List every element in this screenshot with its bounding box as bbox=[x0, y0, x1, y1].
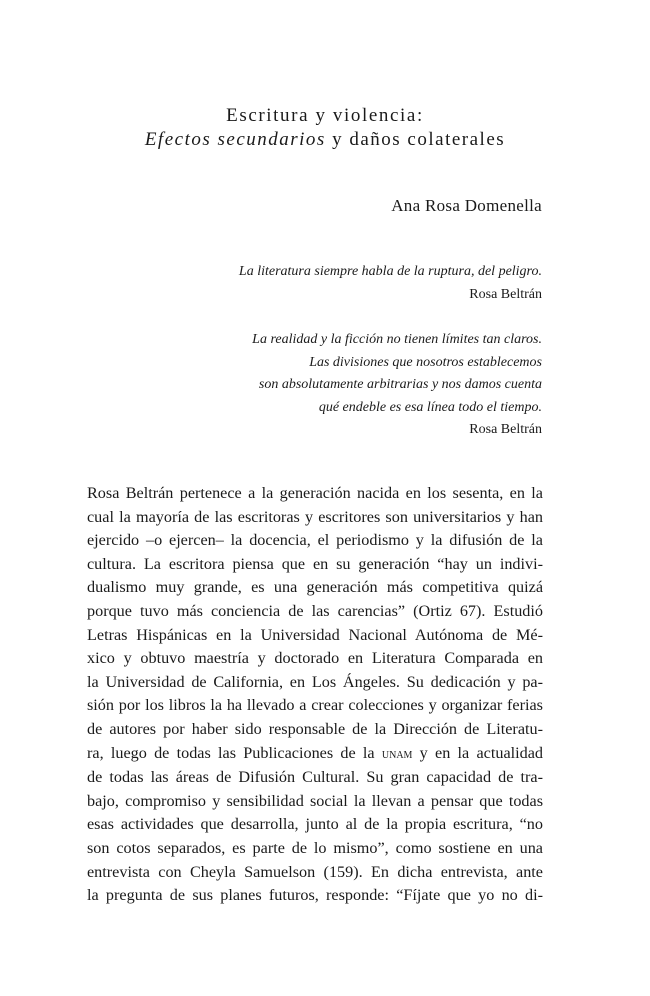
title-rest-part: y daños colaterales bbox=[325, 129, 506, 150]
body-line: ejercido –o ejercen– la docencia, el periodismo y la difusión de la bbox=[87, 531, 543, 550]
body-line: dualismo muy grande, es una generación más competitiva quizá bbox=[87, 578, 543, 597]
body-line-start: ra, luego de todas las Publicaciones de la bbox=[87, 743, 382, 762]
epigraph-source: Rosa Beltrán bbox=[469, 286, 542, 302]
author-name: Ana Rosa Domenella bbox=[391, 196, 542, 215]
body-line: la pregunta de sus planes futuros, responde: “Fíjate que yo no di- bbox=[87, 886, 543, 905]
epigraph-source: Rosa Beltrán bbox=[469, 422, 542, 438]
body-line: Letras Hispánicas en la Universidad Nacional Autónoma de Mé- bbox=[87, 625, 543, 644]
chapter-title bbox=[0, 104, 650, 152]
body-line: la Universidad de California, en Los Ángeles. Su dedicación y pa- bbox=[87, 672, 543, 691]
epigraph-line: La literatura siempre habla de la ruptura, del peligro. bbox=[238, 264, 542, 279]
body-line: porque tuvo más conciencia de las carencias” (Ortiz 67). Estudió bbox=[87, 601, 543, 620]
title-line-1: Escritura y violencia: bbox=[226, 105, 424, 126]
epigraph-2 bbox=[252, 329, 542, 442]
body-line-end: y en la actualidad bbox=[412, 743, 543, 762]
body-line: esas actividades que desarrolla, junto al de la propia escritura, “no bbox=[87, 815, 543, 834]
body-line-with-acronym bbox=[87, 742, 543, 767]
body-line: sión por los libros la ha llevado a crear colecciones y organizar ferias bbox=[87, 696, 543, 715]
epigraph-line: La realidad y la ficción no tienen límites tan claros. bbox=[252, 332, 542, 347]
epigraph-line: Las divisiones que nosotros establecemos bbox=[309, 354, 542, 370]
epigraph-line: son absolutamente arbitrarias y nos damos cuenta bbox=[258, 377, 542, 393]
body-line: bajo, compromiso y sensibilidad social la llevan a pensar que todas bbox=[87, 791, 543, 810]
body-paragraph bbox=[87, 482, 543, 908]
title-line-2 bbox=[0, 128, 650, 152]
epigraph-line: qué endeble es esa línea todo el tiempo. bbox=[318, 399, 542, 415]
body-line: cual la mayoría de las escritoras y escritores son universitarios y han bbox=[87, 507, 543, 526]
body-line: son cotos separados, es parte de lo mismo”, como sostiene en una bbox=[87, 838, 543, 857]
body-line: de autores por haber sido responsable de la Dirección de Literatu- bbox=[87, 719, 543, 738]
body-line: cultura. La escritora piensa que en su generación “hay un indivi- bbox=[87, 554, 543, 573]
body-line: de todas las áreas de Difusión Cultural. Su gran capacidad de tra- bbox=[87, 768, 543, 787]
epigraph-1 bbox=[239, 261, 542, 306]
body-line: entrevista con Cheyla Samuelson (159). En dicha entrevista, ante bbox=[87, 862, 543, 881]
body-line: Rosa Beltrán pertenece a la generación nacida en los sesenta, en la bbox=[87, 484, 543, 502]
title-italic-part: Efectos secundarios bbox=[144, 129, 326, 150]
acronym-unam: unam bbox=[381, 746, 413, 762]
body-line: xico y obtuvo maestría y doctorado en Literatura Comparada en bbox=[87, 649, 543, 668]
